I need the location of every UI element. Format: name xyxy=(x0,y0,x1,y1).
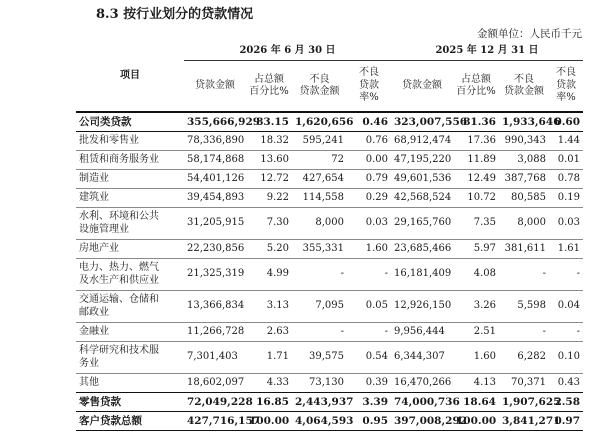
table-cell: 3.26 xyxy=(453,291,499,323)
table-row xyxy=(76,342,583,374)
table-cell: 7,301,403 xyxy=(184,342,246,374)
table-cell: 6,282 xyxy=(499,342,549,374)
row-label xyxy=(76,259,184,291)
table-cell: 47,195,220 xyxy=(391,151,453,170)
table-cell: 0.78 xyxy=(549,170,583,189)
row-label-text: 设施管理业 xyxy=(79,223,129,235)
table-cell: 0.10 xyxy=(549,342,583,374)
table-cell: 2.58 xyxy=(549,393,583,412)
row-label-text: 务业 xyxy=(79,357,99,369)
header-text: 贷款率% xyxy=(359,79,379,104)
table-cell: 1,933,646 xyxy=(499,112,549,132)
item-header: 项目 xyxy=(76,42,184,112)
table-cell: 1,907,625 xyxy=(499,393,549,412)
period-2025-header: 2025 年 12 月 31 日 xyxy=(391,42,583,61)
table-cell: 11,266,728 xyxy=(184,323,246,342)
table-cell: 4.33 xyxy=(246,374,292,393)
table-cell: 72,049,228 xyxy=(184,393,246,412)
row-label xyxy=(76,342,184,374)
header-text: 百分比% xyxy=(249,86,289,97)
row-label xyxy=(76,208,184,240)
table-cell: 49,601,536 xyxy=(391,170,453,189)
loan-amount-header-2025 xyxy=(391,61,453,113)
table-cell: 2,443,937 xyxy=(292,393,347,412)
table-cell: 2.63 xyxy=(246,323,292,342)
table-cell: - xyxy=(549,323,583,342)
table-cell: - xyxy=(292,259,347,291)
row-label-text: 水利、环境和公共 xyxy=(79,211,159,222)
table-cell: 0.03 xyxy=(549,208,583,240)
header-text: 贷款金额 xyxy=(402,79,442,91)
table-cell: 68,912,474 xyxy=(391,132,453,151)
table-cell: 17.36 xyxy=(453,132,499,151)
table-cell: 1.44 xyxy=(549,132,583,151)
table-cell: 42,568,524 xyxy=(391,189,453,208)
row-label xyxy=(76,323,184,342)
npl-amount-header-2025 xyxy=(499,61,549,113)
npl-amount-header-2026 xyxy=(292,61,347,113)
table-row xyxy=(76,208,583,240)
table-cell: 0.60 xyxy=(549,112,583,132)
table-row xyxy=(76,323,583,342)
row-label-text: 房地产业 xyxy=(79,242,119,254)
row-label xyxy=(76,132,184,151)
npl-ratio-header-2025 xyxy=(549,61,583,113)
table-cell: 16.85 xyxy=(246,393,292,412)
table-cell: 0.00 xyxy=(347,151,391,170)
header-text: 占总额 xyxy=(461,73,491,85)
table-cell: 29,165,760 xyxy=(391,208,453,240)
table-cell: 3.39 xyxy=(347,393,391,412)
table-cell: 355,331 xyxy=(292,240,347,259)
table-cell: 9,956,444 xyxy=(391,323,453,342)
table-cell: 23,685,466 xyxy=(391,240,453,259)
table-cell: 0.76 xyxy=(347,132,391,151)
table-cell: 18,602,097 xyxy=(184,374,246,393)
table-cell: 18.32 xyxy=(246,132,292,151)
table-cell: 990,343 xyxy=(499,132,549,151)
row-label-text: 制造业 xyxy=(79,172,109,184)
table-row xyxy=(76,291,583,323)
table-cell: 13.60 xyxy=(246,151,292,170)
row-label-text: 公司类贷款 xyxy=(79,115,132,128)
table-cell: 0.05 xyxy=(347,291,391,323)
table-cell: 0.01 xyxy=(549,151,583,170)
table-cell: 114,558 xyxy=(292,189,347,208)
table-cell: 2.51 xyxy=(453,323,499,342)
header-text: 不良 xyxy=(556,67,576,79)
table-row xyxy=(76,132,583,151)
table-cell: 16,470,266 xyxy=(391,374,453,393)
table-cell: 0.97 xyxy=(549,412,583,431)
table-cell: 427,716,157 xyxy=(184,412,246,431)
header-text: 贷款金额 xyxy=(195,79,235,91)
table-cell: 381,611 xyxy=(499,240,549,259)
header-text: 贷款金额 xyxy=(504,86,544,97)
table-cell: 7.35 xyxy=(453,208,499,240)
header-text: 不良 xyxy=(309,73,330,85)
table-cell: 323,007,556 xyxy=(391,112,453,132)
row-label-text: 金融业 xyxy=(79,325,109,337)
table-cell: 11.89 xyxy=(453,151,499,170)
table-cell: 54,401,126 xyxy=(184,170,246,189)
table-row xyxy=(76,374,583,393)
row-label-text: 及水生产和供应业 xyxy=(79,274,159,286)
table-row xyxy=(76,259,583,291)
header-text: 贷款率% xyxy=(556,79,576,104)
loan-amount-header-2026 xyxy=(184,61,246,113)
table-cell: 10.72 xyxy=(453,189,499,208)
table-cell: - xyxy=(292,323,347,342)
table-row xyxy=(76,240,583,259)
row-label-text: 其他 xyxy=(79,376,99,388)
table-cell: 3,088 xyxy=(499,151,549,170)
table-row xyxy=(76,393,583,412)
table-cell: 74,000,736 xyxy=(391,393,453,412)
row-label xyxy=(76,151,184,170)
row-label xyxy=(76,170,184,189)
table-cell: 12.72 xyxy=(246,170,292,189)
table-cell: 1.60 xyxy=(453,342,499,374)
row-label xyxy=(76,240,184,259)
row-label xyxy=(76,374,184,393)
table-cell: 70,371 xyxy=(499,374,549,393)
table-cell: 355,666,929 xyxy=(184,112,246,132)
table-cell: 18.64 xyxy=(453,393,499,412)
table-cell: 72 xyxy=(292,151,347,170)
table-cell: 0.03 xyxy=(347,208,391,240)
table-cell: 6,344,307 xyxy=(391,342,453,374)
row-label-text: 批发和零售业 xyxy=(79,134,139,146)
table-cell: 58,174,868 xyxy=(184,151,246,170)
table-cell: 5.97 xyxy=(453,240,499,259)
table-cell: 81.36 xyxy=(453,112,499,132)
table-cell: 0.54 xyxy=(347,342,391,374)
table-cell: - xyxy=(347,323,391,342)
header-text: 贷款金额 xyxy=(299,86,340,97)
table-cell: 0.95 xyxy=(347,412,391,431)
table-cell: 73,130 xyxy=(292,374,347,393)
table-cell: 427,654 xyxy=(292,170,347,189)
row-label-text: 邮政业 xyxy=(79,306,109,318)
table-cell: 387,768 xyxy=(499,170,549,189)
table-cell: 100.00 xyxy=(246,412,292,431)
table-cell: 3,841,271 xyxy=(499,412,549,431)
header-text: 不良 xyxy=(359,67,379,79)
row-label-text: 建筑业 xyxy=(79,191,109,203)
table-cell: 0.29 xyxy=(347,189,391,208)
table-cell: 21,325,319 xyxy=(184,259,246,291)
share-header-2025 xyxy=(453,61,499,113)
table-cell: - xyxy=(499,259,549,291)
table-cell: 3.13 xyxy=(246,291,292,323)
table-cell: 0.46 xyxy=(347,112,391,132)
header-text: 百分比% xyxy=(456,86,496,97)
table-cell: 1.61 xyxy=(549,240,583,259)
table-cell: 397,008,292 xyxy=(391,412,453,431)
table-cell: 0.43 xyxy=(549,374,583,393)
period-2026-header: 2026 年 6 月 30 日 xyxy=(184,42,391,61)
table-cell: 16,181,409 xyxy=(391,259,453,291)
loans-by-industry-table xyxy=(76,42,583,431)
table-cell: - xyxy=(347,259,391,291)
table-cell: 8,000 xyxy=(499,208,549,240)
table-cell: 0.79 xyxy=(347,170,391,189)
table-cell: 0.19 xyxy=(549,189,583,208)
row-label-text: 零售贷款 xyxy=(79,395,121,408)
table-cell: 8,000 xyxy=(292,208,347,240)
table-cell: 4.99 xyxy=(246,259,292,291)
table-cell: 39,575 xyxy=(292,342,347,374)
table-cell: 7.30 xyxy=(246,208,292,240)
table-cell: - xyxy=(549,259,583,291)
row-label-text: 客户贷款总额 xyxy=(79,414,142,427)
header-text: 占总额 xyxy=(254,73,284,85)
table-cell: 39,454,893 xyxy=(184,189,246,208)
table-cell: 0.04 xyxy=(549,291,583,323)
table-cell: 1.71 xyxy=(246,342,292,374)
row-label xyxy=(76,393,184,412)
table-cell: 1,620,656 xyxy=(292,112,347,132)
table-cell: - xyxy=(499,323,549,342)
table-cell: 78,336,890 xyxy=(184,132,246,151)
table-cell: 13,366,834 xyxy=(184,291,246,323)
table-row xyxy=(76,412,583,431)
table-cell: 100.00 xyxy=(453,412,499,431)
table-cell: 83.15 xyxy=(246,112,292,132)
section-title: 8.3 按行业划分的贷款情况 xyxy=(96,7,254,22)
row-label-text: 租赁和商务服务业 xyxy=(79,153,159,165)
row-label-text: 科学研究和技术服 xyxy=(79,345,159,356)
npl-ratio-header-2026 xyxy=(347,61,391,113)
table-cell: 7,095 xyxy=(292,291,347,323)
row-label-text: 交通运输、仓储和 xyxy=(79,294,159,305)
table-cell: 4.13 xyxy=(453,374,499,393)
table-cell: 12.49 xyxy=(453,170,499,189)
table-row xyxy=(76,189,583,208)
table-cell: 4,064,593 xyxy=(292,412,347,431)
row-label xyxy=(76,189,184,208)
table-cell: 12,926,150 xyxy=(391,291,453,323)
table-cell: 1.60 xyxy=(347,240,391,259)
table-row xyxy=(76,170,583,189)
table-cell: 0.39 xyxy=(347,374,391,393)
table-row xyxy=(76,151,583,170)
header-text: 不良 xyxy=(514,73,534,85)
row-label xyxy=(76,291,184,323)
currency-unit-note: 金额单位：人民币千元 xyxy=(477,28,582,40)
table-cell: 22,230,856 xyxy=(184,240,246,259)
share-header-2026 xyxy=(246,61,292,113)
table-cell: 80,585 xyxy=(499,189,549,208)
table-cell: 4.08 xyxy=(453,259,499,291)
table-cell: 5.20 xyxy=(246,240,292,259)
table-cell: 31,205,915 xyxy=(184,208,246,240)
table-cell: 595,241 xyxy=(292,132,347,151)
row-label-text: 电力、热力、燃气 xyxy=(79,262,159,273)
table-cell: 9.22 xyxy=(246,189,292,208)
row-label xyxy=(76,112,184,132)
table-cell: 5,598 xyxy=(499,291,549,323)
row-label xyxy=(76,412,184,431)
table-row xyxy=(76,112,583,132)
